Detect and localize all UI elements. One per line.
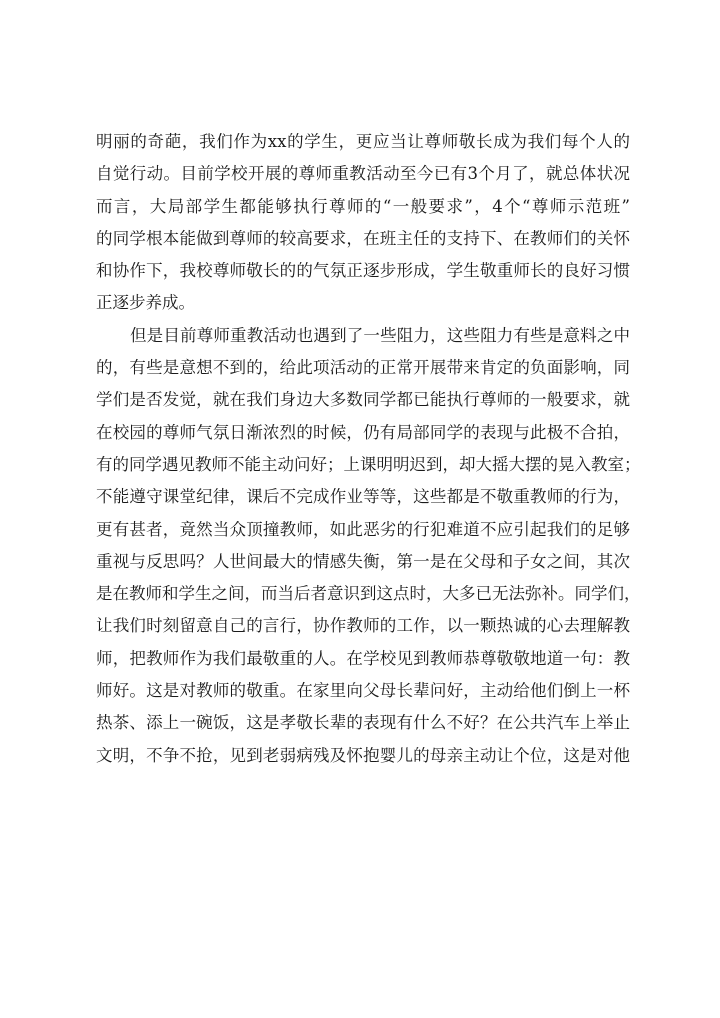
paragraph-2-line-10: 让我们时刻留意自己的言行，协作教师的工作，以一颗热诚的心去理解教	[96, 616, 630, 636]
paragraph-2-line-7: 更有甚者，竟然当众顶撞教师，如此恶劣的行犯难道不应引起我们的足够	[96, 519, 630, 539]
paragraph-2-line-5: 有的同学遇见教师不能主动问好；上课明明迟到，却大摇大摆的晃入教室；	[96, 454, 641, 474]
paragraph-2-line-4: 在校园的尊师气氛日渐浓烈的时候，仍有局部同学的表现与此极不合拍，	[96, 422, 630, 442]
body-text	[96, 126, 641, 772]
paragraph-2-line-12: 师好。这是对教师的敬重。在家里向父母长辈问好，主动给他们倒上一杯	[96, 681, 630, 701]
paragraph-1-line-2: 自觉行动。目前学校开展的尊师重教活动至今已有3个月了，就总体状况	[96, 164, 630, 184]
paragraph-2-line-9: 是在教师和学生之间，而当后者意识到这点时，大多已无法弥补。同学们，	[96, 584, 641, 604]
paragraph-2-line-8: 重视与反思吗？人世间最大的情感失衡，第一是在父母和子女之间，其次	[96, 551, 630, 571]
paragraph-1-line-3: 而言，大局部学生都能够执行尊师的“一般要求”，4个“尊师示范班”	[96, 196, 630, 216]
paragraph-1-line-1: 明丽的奇葩，我们作为xx的学生，更应当让尊师敬长成为我们每个人的	[96, 132, 630, 151]
paragraph-2-line-3: 学们是否发觉，就在我们身边大多数同学都已能执行尊师的一般要求，就	[96, 390, 630, 410]
paragraph-1-line-4: 的同学根本能做到尊师的较高要求，在班主任的支持下、在教师们的关怀	[96, 228, 630, 248]
paragraph-2-line-6: 不能遵守课堂纪律，课后不完成作业等等，这些都是不敬重教师的行为，	[96, 487, 630, 507]
paragraph-2-line-2: 的，有些是意想不到的，给此项活动的正常开展带来肯定的负面影响，同	[96, 358, 630, 378]
paragraph-1-line-5: 和协作下，我校尊师敬长的的气氛正逐步形成，学生敬重师长的良好习惯	[96, 261, 630, 281]
paragraph-2-line-13: 热茶、添上一碗饭，这是孝敬长辈的表现有什么不好？在公共汽车上举止	[96, 713, 630, 733]
paragraph-2-line-14: 文明，不争不抢，见到老弱病残及怀抱婴儿的母亲主动让个位，这是对他	[96, 745, 630, 765]
paragraph-1-line-6: 正逐步养成。	[96, 293, 195, 313]
paragraph-2-line-11: 师，把教师作为我们最敬重的人。在学校见到教师恭尊敬敬地道一句：教	[96, 648, 630, 668]
paragraph-2-line-1: 但是目前尊师重教活动也遇到了一些阻力，这些阻力有些是意料之中	[130, 325, 630, 345]
